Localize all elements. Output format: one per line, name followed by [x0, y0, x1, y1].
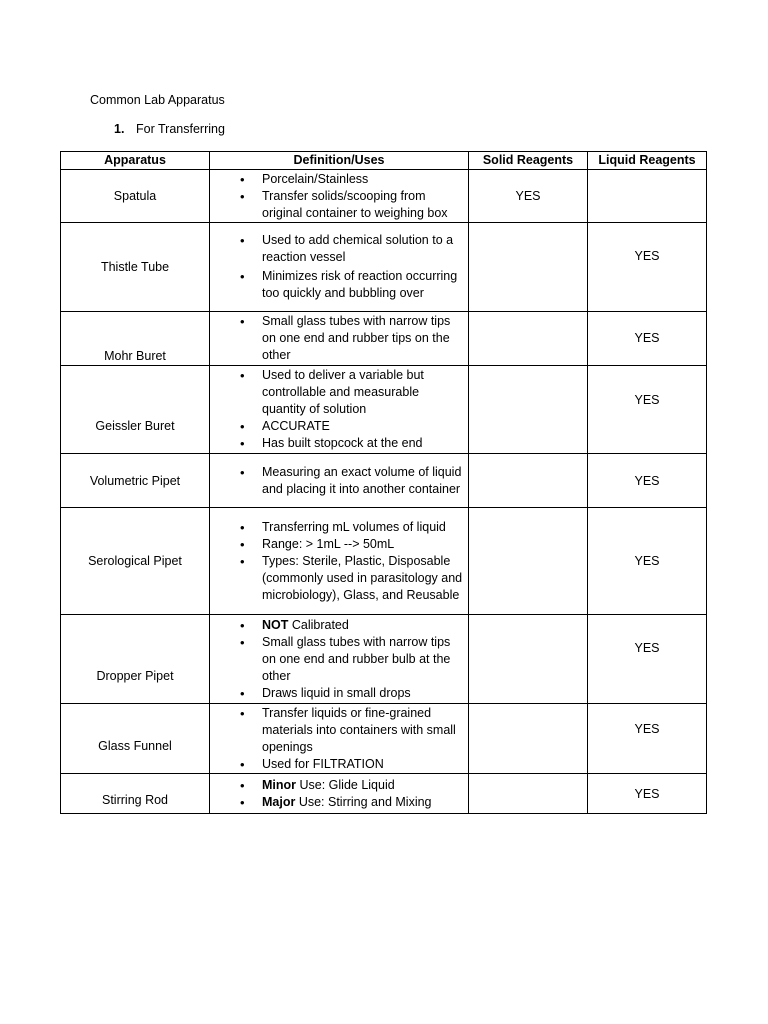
apparatus-name: Dropper Pipet — [61, 615, 210, 704]
liquid-reagents-cell: YES — [588, 704, 707, 774]
definition-item: • Has built stopcock at the end — [210, 435, 468, 452]
definition-text: Use: Glide Liquid — [296, 777, 395, 792]
definition-cell — [210, 454, 469, 508]
definition-cell — [210, 312, 469, 366]
table-row — [61, 223, 707, 312]
definition-emphasis: NOT — [262, 617, 289, 632]
definition-cell — [210, 223, 469, 312]
definition-cell — [210, 170, 469, 223]
definition-emphasis: Minor — [262, 777, 297, 792]
definition-item — [210, 777, 468, 794]
header-apparatus: Apparatus — [61, 152, 210, 170]
definition-text: Draws liquid in small drops — [262, 685, 411, 700]
liquid-reagents-cell — [588, 170, 707, 223]
definition-item — [210, 685, 468, 702]
liquid-reagents-cell: YES — [588, 508, 707, 615]
liquid-reagents-cell: YES — [588, 366, 707, 454]
liquid-reagents-cell: YES — [588, 615, 707, 704]
definition-item: • Transferring mL volumes of liquid — [210, 519, 468, 536]
solid-reagents-cell — [469, 366, 588, 454]
definition-item: • Porcelain/Stainless — [210, 171, 468, 188]
definition-item: • Used to deliver a variable but controllable and measurable quantity of solution — [210, 367, 468, 418]
definition-cell — [210, 704, 469, 774]
definition-item — [210, 617, 468, 634]
definition-text: Calibrated — [288, 617, 349, 632]
definition-item: • Used for FILTRATION — [210, 756, 468, 773]
definition-item: • Small glass tubes with narrow tips on one end and rubber tips on the other — [210, 313, 468, 364]
table-row — [61, 366, 707, 454]
section-title: For Transferring — [136, 122, 225, 136]
definition-item — [210, 634, 468, 685]
section-heading — [114, 122, 225, 136]
liquid-reagents-cell: YES — [588, 774, 707, 814]
definition-emphasis: Major — [262, 794, 296, 809]
definition-cell — [210, 508, 469, 615]
solid-reagents-cell — [469, 454, 588, 508]
apparatus-name: Geissler Buret — [61, 366, 210, 454]
definition-item: • Minimizes risk of reaction occurring too quickly and bubbling over — [210, 268, 468, 302]
solid-reagents-cell: YES — [469, 170, 588, 223]
definition-text: Use: Stirring and Mixing — [295, 794, 432, 809]
apparatus-name: Mohr Buret — [61, 312, 210, 366]
definition-item: • Range: > 1mL --> 50mL — [210, 536, 468, 553]
table-row — [61, 508, 707, 615]
table-row — [61, 615, 707, 704]
header-liquid-reagents: Liquid Reagents — [588, 152, 707, 170]
section-number: 1. — [114, 122, 125, 136]
header-solid-reagents: Solid Reagents — [469, 152, 588, 170]
liquid-reagents-cell: YES — [588, 223, 707, 312]
table-row — [61, 454, 707, 508]
table-row — [61, 774, 707, 814]
definition-item: • Transfer liquids or fine-grained materials into containers with small openings — [210, 705, 468, 756]
table-header-row — [61, 152, 707, 170]
definition-cell — [210, 615, 469, 704]
apparatus-name: Volumetric Pipet — [61, 454, 210, 508]
definition-item: • Measuring an exact volume of liquid and placing it into another container — [210, 464, 468, 498]
table-row — [61, 312, 707, 366]
document-title: Common Lab Apparatus — [90, 93, 225, 107]
apparatus-name: Glass Funnel — [61, 704, 210, 774]
apparatus-name: Thistle Tube — [61, 223, 210, 312]
apparatus-table — [60, 151, 707, 814]
apparatus-name: Serological Pipet — [61, 508, 210, 615]
solid-reagents-cell — [469, 508, 588, 615]
solid-reagents-cell — [469, 223, 588, 312]
solid-reagents-cell — [469, 704, 588, 774]
definition-item: • Used to add chemical solution to a reaction vessel — [210, 232, 468, 266]
solid-reagents-cell — [469, 312, 588, 366]
solid-reagents-cell — [469, 615, 588, 704]
definition-cell — [210, 774, 469, 814]
header-definition-uses: Definition/Uses — [210, 152, 469, 170]
liquid-reagents-cell: YES — [588, 454, 707, 508]
table-row — [61, 704, 707, 774]
liquid-reagents-cell: YES — [588, 312, 707, 366]
apparatus-name: Spatula — [61, 170, 210, 223]
definition-text: Small glass tubes with narrow tips on one end and rubber bulb at the other — [262, 634, 451, 683]
definition-item: • Types: Sterile, Plastic, Disposable (commonly used in parasitology and microbiology), Glass, and Reusable — [210, 553, 468, 604]
definition-item: • Transfer solids/scooping from original container to weighing box — [210, 188, 468, 222]
apparatus-name: Stirring Rod — [61, 774, 210, 814]
definition-item — [210, 794, 468, 811]
definition-cell — [210, 366, 469, 454]
definition-item: • ACCURATE — [210, 418, 468, 435]
table-row — [61, 170, 707, 223]
solid-reagents-cell — [469, 774, 588, 814]
